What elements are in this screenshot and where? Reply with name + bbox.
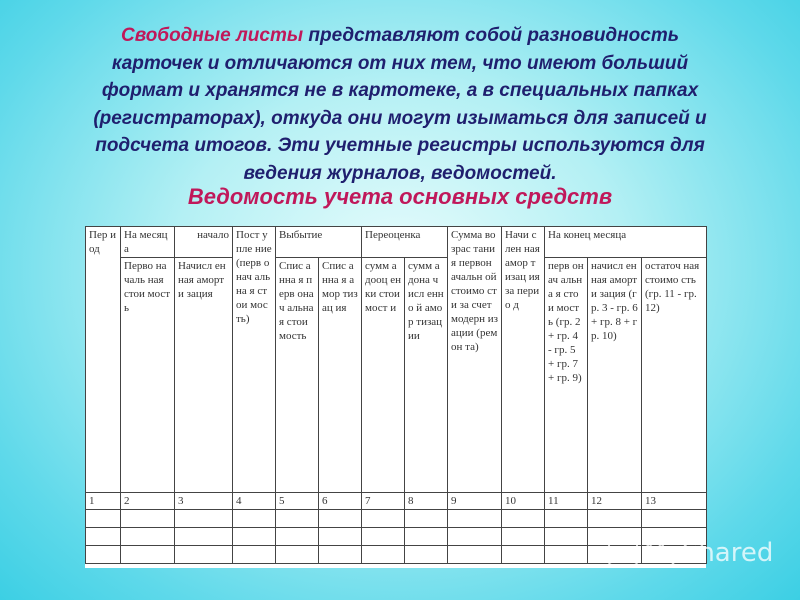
empty-cell (276, 546, 319, 564)
col-number: 3 (175, 493, 233, 510)
empty-cell (86, 528, 121, 546)
header-row-1 (86, 227, 707, 258)
header-revaluation: Переоценка (362, 227, 448, 258)
header-row-2 (86, 258, 707, 493)
empty-cell (502, 528, 545, 546)
header-disposal-amortization: Спис анна я амор тизац ия (319, 258, 362, 493)
col-number: 11 (545, 493, 588, 510)
empty-cell (319, 510, 362, 528)
empty-cell (276, 528, 319, 546)
empty-cell (502, 546, 545, 564)
col-number: 9 (448, 493, 502, 510)
header-received: Пост упле ние (перв онач альна я стои мость) (233, 227, 276, 493)
empty-cell (233, 528, 276, 546)
intro-paragraph (28, 22, 772, 187)
empty-cell (121, 546, 175, 564)
col-number: 1 (86, 493, 121, 510)
empty-cell (545, 528, 588, 546)
intro-line-2: карточек и отличаются от них тем, что имеют больший (111, 52, 689, 74)
empty-cell (121, 510, 175, 528)
empty-cell (405, 510, 448, 528)
col-number: 6 (319, 493, 362, 510)
header-accrued-amortization: Начисл енная аморти зация (175, 258, 233, 493)
empty-cell (448, 528, 502, 546)
col-number: 10 (502, 493, 545, 510)
watermark-text: MyShared (644, 538, 774, 568)
empty-cell (175, 528, 233, 546)
empty-cell (545, 546, 588, 564)
intro-line-1-rest: представляют собой разновидность (303, 25, 680, 46)
intro-line-1 (28, 22, 772, 50)
empty-cell (276, 510, 319, 528)
empty-cell (362, 546, 405, 564)
intro-line-3: формат и хранятся не в картотеке, а в специальных папках (101, 80, 699, 101)
header-end-month: На конец месяца (545, 227, 707, 258)
empty-cell (175, 546, 233, 564)
empty-cell (545, 510, 588, 528)
header-end-amortization: начисл енная аморти зация (гр. 3 - гр. 6 + гр. 8 + гр. 10) (588, 258, 642, 493)
col-number: 2 (121, 493, 175, 510)
column-number-row (86, 493, 707, 510)
empty-row (86, 510, 707, 528)
empty-cell (233, 546, 276, 564)
header-end-initial: перв онач альна я стои мость (гр. 2 + гр. 4 - гр. 5 + гр. 7 + гр. 9) (545, 258, 588, 493)
header-start-word: начало (175, 227, 233, 258)
empty-cell (405, 546, 448, 564)
empty-cell (642, 510, 707, 528)
header-revaluation-amortization: сумм а дона числ енно й амор тизац ии (405, 258, 448, 493)
empty-cell (319, 546, 362, 564)
col-number: 8 (405, 493, 448, 510)
empty-cell (362, 510, 405, 528)
watermark (608, 538, 773, 568)
header-charged-amortization: Начи слен ная амор тизац ия за перио д (502, 227, 545, 493)
empty-cell (502, 510, 545, 528)
col-number: 4 (233, 493, 276, 510)
ledger-table (85, 226, 707, 564)
empty-cell (588, 510, 642, 528)
ledger-table-container (85, 226, 706, 568)
header-disposal-initial: Спис анна я перв онач альна я стои мость (276, 258, 319, 493)
empty-cell (448, 510, 502, 528)
header-disposal: Выбытие (276, 227, 362, 258)
table-heading: Ведомость учета основных средств (187, 184, 613, 209)
col-number: 13 (642, 493, 707, 510)
header-end-residual: остаточ ная стоимо сть (гр. 11 - гр. 12) (642, 258, 707, 493)
empty-cell (121, 528, 175, 546)
empty-cell (448, 546, 502, 564)
empty-cell (86, 510, 121, 528)
empty-cell (405, 528, 448, 546)
col-number: 12 (588, 493, 642, 510)
header-revaluation-add: сумм а дооц енки стои мост и (362, 258, 405, 493)
empty-cell (86, 546, 121, 564)
col-number: 7 (362, 493, 405, 510)
presentation-icon (608, 538, 638, 566)
empty-cell (175, 510, 233, 528)
intro-line-6: ведения журналов, ведомостей. (243, 162, 557, 184)
header-period: Пер иод (86, 227, 121, 493)
empty-cell (362, 528, 405, 546)
intro-highlight: Свободные листы (120, 25, 304, 46)
header-initial-cost: Перво началь ная стои мость (121, 258, 175, 493)
intro-line-5: подсчета итогов. Эти учетные регистры используются для (95, 135, 705, 156)
intro-line-4: (регистраторах), откуда они могут изыматься для записей и (93, 107, 707, 129)
header-start-month: На месяца (121, 227, 175, 258)
empty-cell (319, 528, 362, 546)
col-number: 5 (276, 493, 319, 510)
header-increase: Сумма возрас тания первон ачальн ой стоимо сти за счет модерн изации (ремон та) (448, 227, 502, 493)
empty-cell (233, 510, 276, 528)
